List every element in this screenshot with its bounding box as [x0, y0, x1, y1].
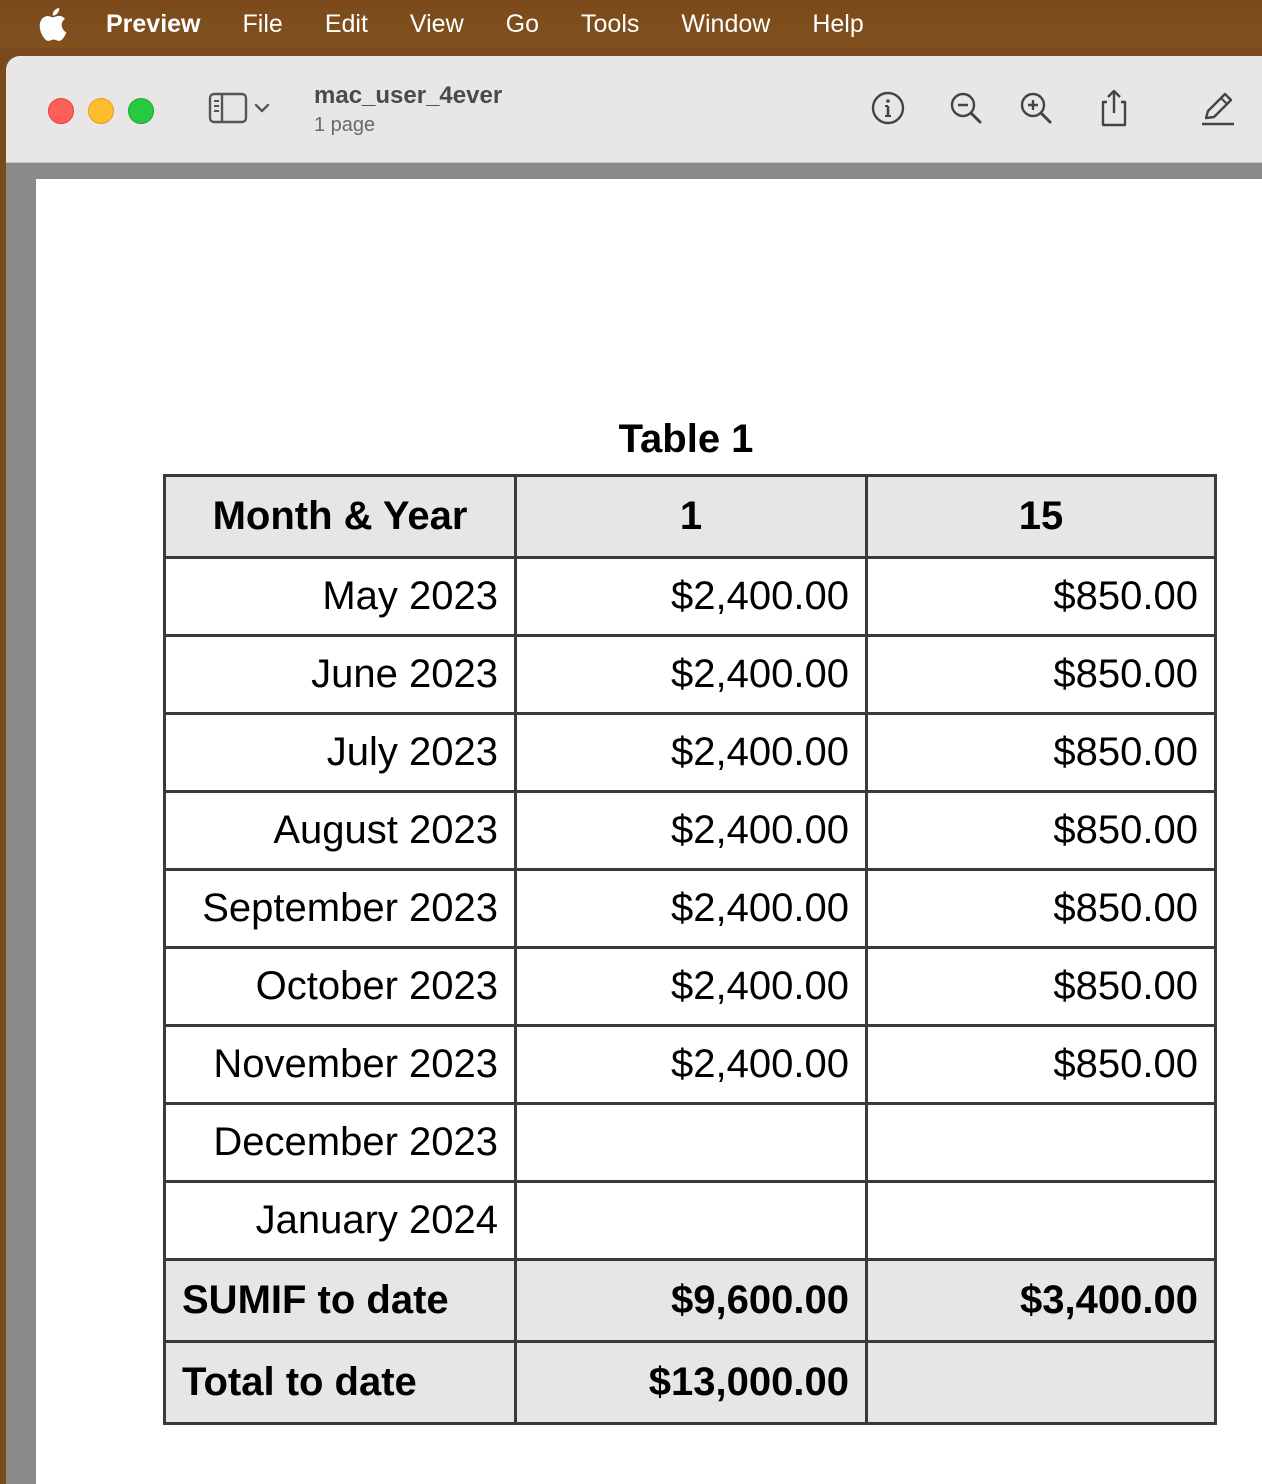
header-month-year: Month & Year: [165, 476, 516, 558]
header-col-15: 15: [867, 476, 1216, 558]
table-row: [165, 714, 1216, 792]
total-amount-1: $13,000.00: [516, 1342, 867, 1424]
markup-pencil-icon: [1198, 88, 1238, 128]
row-amount-1: $2,400.00: [516, 558, 867, 636]
row-amount-1: $2,400.00: [516, 1026, 867, 1104]
row-amount-15: $850.00: [867, 558, 1216, 636]
minimize-button[interactable]: [88, 98, 114, 124]
row-amount-15: $850.00: [867, 714, 1216, 792]
table-row: [165, 636, 1216, 714]
menu-app-name[interactable]: Preview: [106, 10, 201, 38]
preview-window: [6, 56, 1262, 1484]
document-page: [36, 179, 1262, 1484]
row-month: November 2023: [165, 1026, 516, 1104]
row-amount-15: [867, 1104, 1216, 1182]
row-amount-1: $2,400.00: [516, 792, 867, 870]
menu-help[interactable]: Help: [812, 10, 864, 38]
row-amount-15: $850.00: [867, 948, 1216, 1026]
total-label: Total to date: [165, 1342, 516, 1424]
document-viewport[interactable]: [6, 163, 1262, 1484]
apple-icon[interactable]: [38, 6, 68, 42]
zoom-out-button[interactable]: [946, 88, 986, 128]
markup-button[interactable]: [1198, 88, 1238, 128]
row-amount-1: $2,400.00: [516, 714, 867, 792]
payments-table: [163, 474, 1217, 1425]
zoom-in-button[interactable]: [1016, 88, 1056, 128]
zoom-button[interactable]: [128, 98, 154, 124]
row-month: January 2024: [165, 1182, 516, 1260]
table-row: [165, 948, 1216, 1026]
sumif-label: SUMIF to date: [165, 1260, 516, 1342]
share-button[interactable]: [1094, 88, 1134, 128]
info-icon: [869, 89, 907, 127]
info-button[interactable]: [868, 88, 908, 128]
row-month: September 2023: [165, 870, 516, 948]
menu-go[interactable]: Go: [505, 10, 540, 38]
row-amount-1: [516, 1104, 867, 1182]
zoom-out-icon: [947, 89, 985, 127]
table-row: [165, 1026, 1216, 1104]
row-month: June 2023: [165, 636, 516, 714]
sumif-amount-15: $3,400.00: [867, 1260, 1216, 1342]
menu-bar: [0, 0, 1262, 48]
header-col-1: 1: [516, 476, 867, 558]
row-amount-15: $850.00: [867, 636, 1216, 714]
row-month: October 2023: [165, 948, 516, 1026]
document-title: mac_user_4ever: [314, 82, 503, 109]
share-icon: [1095, 87, 1133, 129]
table-row: [165, 1182, 1216, 1260]
zoom-in-icon: [1017, 89, 1055, 127]
table-row: [165, 870, 1216, 948]
sumif-amount-1: $9,600.00: [516, 1260, 867, 1342]
menu-window[interactable]: Window: [681, 10, 771, 38]
menu-tools[interactable]: Tools: [581, 10, 640, 38]
row-amount-1: $2,400.00: [516, 870, 867, 948]
menu-edit[interactable]: Edit: [324, 10, 368, 38]
close-button[interactable]: [48, 98, 74, 124]
row-amount-15: [867, 1182, 1216, 1260]
sumif-row: [165, 1260, 1216, 1342]
chevron-down-icon: [250, 98, 274, 123]
row-month: May 2023: [165, 558, 516, 636]
row-amount-1: [516, 1182, 867, 1260]
table-row: [165, 1104, 1216, 1182]
menu-view[interactable]: View: [409, 10, 464, 38]
menu-file[interactable]: File: [242, 10, 283, 38]
table-row: [165, 792, 1216, 870]
row-month: August 2023: [165, 792, 516, 870]
total-row: [165, 1342, 1216, 1424]
table-title: Table 1: [618, 417, 754, 461]
row-amount-1: $2,400.00: [516, 636, 867, 714]
row-amount-15: $850.00: [867, 1026, 1216, 1104]
row-amount-15: $850.00: [867, 792, 1216, 870]
row-month: December 2023: [165, 1104, 516, 1182]
row-amount-15: $850.00: [867, 870, 1216, 948]
document-page-count: 1 page: [314, 114, 376, 136]
table-header-row: [165, 476, 1216, 558]
row-month: July 2023: [165, 714, 516, 792]
table-row: [165, 558, 1216, 636]
sidebar-toggle-button[interactable]: [208, 92, 288, 128]
title-bar[interactable]: [6, 56, 1262, 163]
total-amount-15: [867, 1342, 1216, 1424]
sidebar-icon: [208, 91, 250, 130]
row-amount-1: $2,400.00: [516, 948, 867, 1026]
